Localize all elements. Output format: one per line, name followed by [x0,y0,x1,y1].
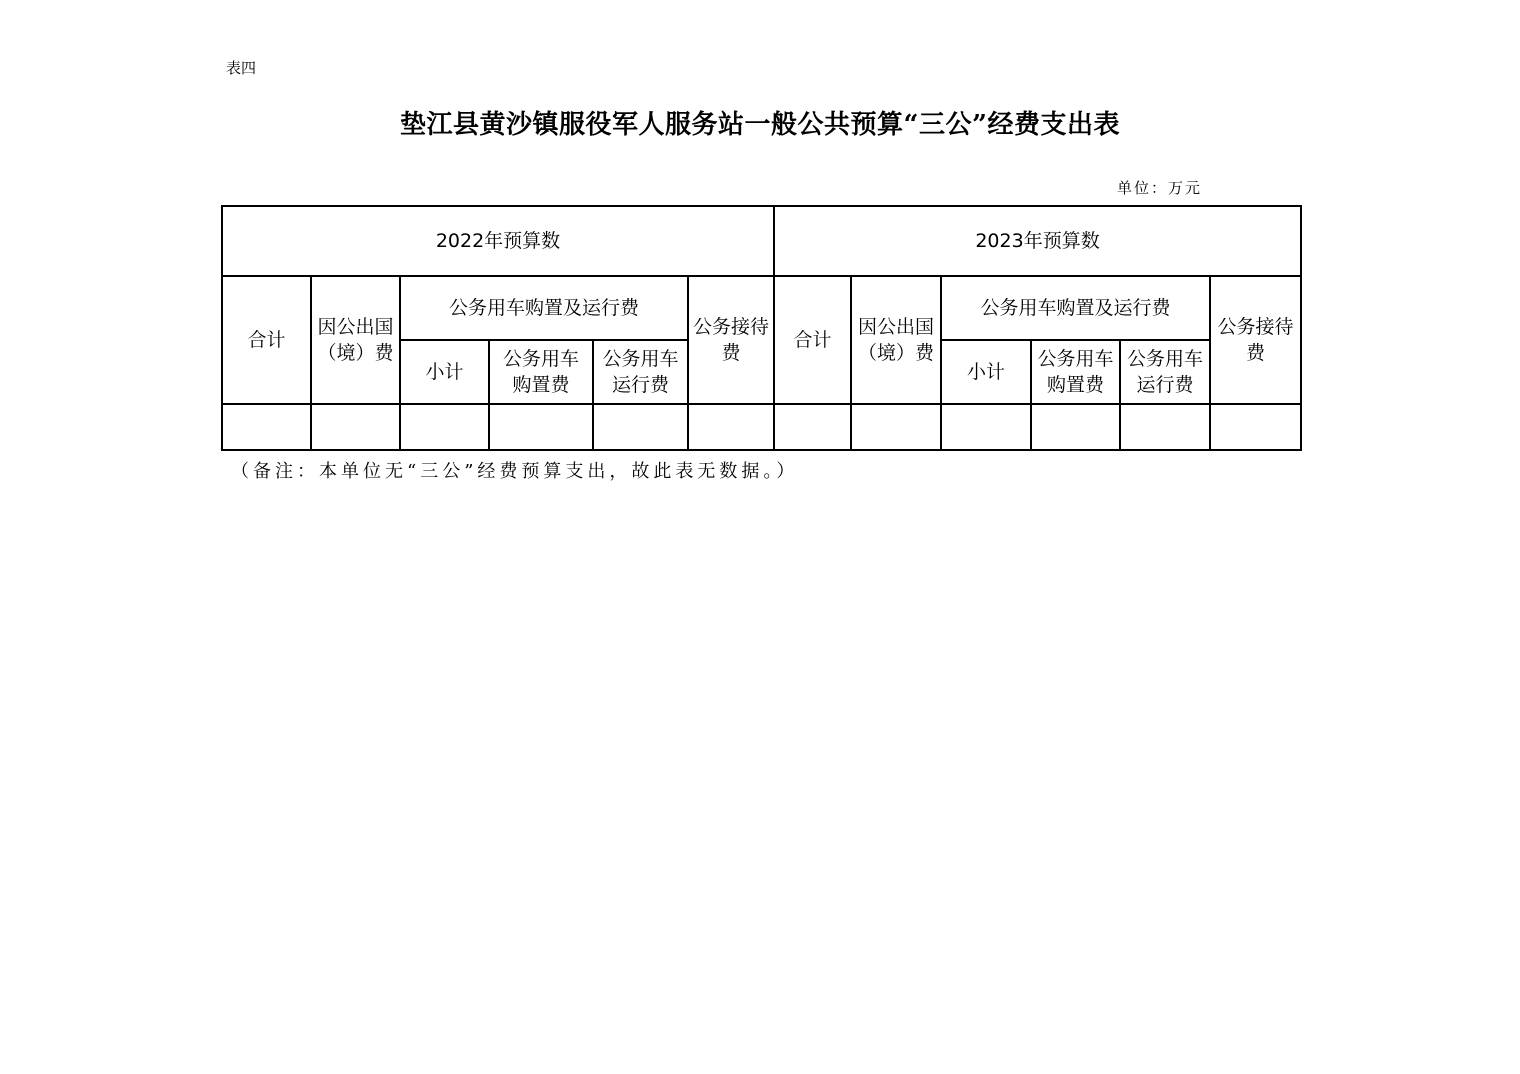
data-cell [774,404,851,450]
data-cell [1120,404,1210,450]
data-cell [593,404,688,450]
abroad-expense-header-2022: 因公出国（境）费 [311,276,400,404]
vehicle-purchase-header-2023 [1031,340,1120,404]
data-cell [311,404,400,450]
unit-label: 单位：万元 [1117,179,1203,197]
data-cell [688,404,774,450]
year-2023-header: 2023年预算数 [774,206,1301,276]
data-cell [1031,404,1120,450]
total-header-2023: 合计 [774,276,851,404]
vehicle-purchase-header-2023-text: 公务用车购置费 [1037,348,1114,396]
vehicle-purchase-header-2022: 公务用车购置费 [489,340,593,404]
year-header-row [222,206,1301,276]
vehicle-expense-group-header-2022: 公务用车购置及运行费 [400,276,688,340]
year-2022-header: 2022年预算数 [222,206,774,276]
data-cell [851,404,941,450]
vehicle-operation-header-2023 [1120,340,1210,404]
footnote: （备注：本单位无“三公”经费预算支出，故此表无数据。） [231,461,799,482]
table-number-label: 表四 [226,59,257,77]
subtotal-header-2023: 小计 [941,340,1031,404]
data-cell [1210,404,1301,450]
data-cell [400,404,489,450]
vehicle-expense-group-header-2023: 公务用车购置及运行费 [941,276,1210,340]
vehicle-operation-header-2022: 公务用车运行费 [593,340,688,404]
vehicle-operation-header-2023-text: 公务用车运行费 [1127,348,1204,396]
abroad-expense-header-2023: 因公出国（境）费 [851,276,941,404]
three-public-expenses-table [221,205,1302,451]
category-header-row [222,276,1301,340]
reception-expense-header-2023: 公务接待费 [1210,276,1301,404]
subtotal-header-2022: 小计 [400,340,489,404]
reception-expense-header-2022: 公务接待费 [688,276,774,404]
data-cell [222,404,311,450]
page-title: 垫江县黄沙镇服役军人服务站一般公共预算“三公”经费支出表 [400,110,1120,140]
data-cell [941,404,1031,450]
data-row [222,404,1301,450]
data-cell [489,404,593,450]
total-header-2022: 合计 [222,276,311,404]
